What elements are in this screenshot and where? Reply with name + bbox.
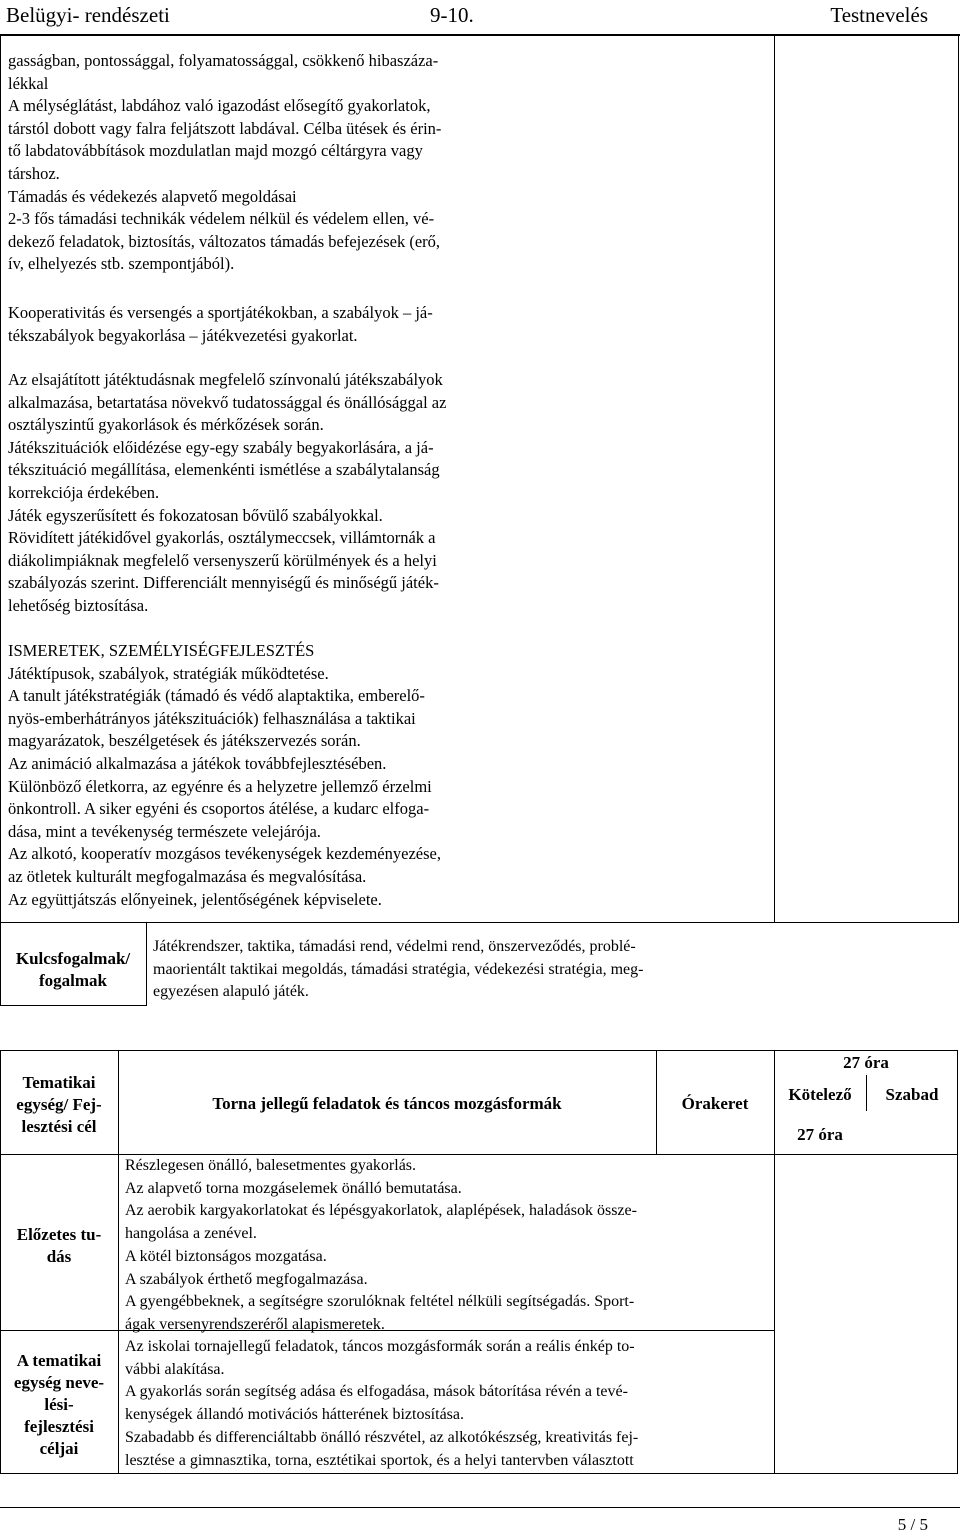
text-line: A gyengébbeknek, a segítségre szorulóknak feltétel nélküli segítségadás. Sport- — [125, 1293, 635, 1311]
goals-label — [0, 1350, 118, 1460]
kotelezo-hours: 27 óra — [797, 1125, 843, 1144]
label-line: lési- — [44, 1395, 74, 1414]
text-line: 2-3 fős támadási technikák védelem nélkül és védelem ellen, vé- — [8, 209, 435, 229]
text-line: Az alapvető torna mozgáselemek önálló bemutatása. — [125, 1179, 462, 1197]
label-line: A tematikai — [16, 1351, 102, 1370]
text-line: Támadás és védekezés alapvető megoldásai — [8, 186, 297, 206]
text-line: társhoz. — [8, 163, 60, 183]
unit-head-label — [0, 1072, 118, 1138]
text-line: Játéktípusok, szabályok, stratégiák működtetése. — [8, 663, 329, 683]
label-line: Tematikai — [22, 1073, 96, 1092]
text-line: ágak versenyrendszeréről alapismeretek. — [125, 1315, 385, 1333]
text-line: tékszituáció megállítása, elemenkénti ismétlése a szabálytalanság — [8, 460, 440, 480]
text-line: A tanult játékstratégiák (támadó és védő alaptaktika, emberelő- — [8, 686, 425, 706]
paragraph-technique — [8, 50, 441, 276]
text-line: Az animáció alkalmazása a játékok továbbfejlesztésében. — [8, 753, 387, 773]
text-line: A mélységlátást, labdához való igazodást elősegítő gyakorlatok, — [8, 96, 431, 116]
paragraph-knowledge — [8, 640, 441, 911]
paragraph-rules — [8, 369, 446, 618]
page-header — [0, 0, 960, 34]
text-line: Játékrendszer, taktika, támadási rend, védelmi rend, önszerveződés, problé- — [153, 938, 636, 955]
keywords-label-line: Kulcsfogalmak/ — [15, 949, 131, 968]
content-block — [8, 50, 441, 276]
keywords-label-line: fogalmak — [39, 971, 107, 990]
unit-table-col3 — [774, 1050, 775, 1474]
top-table-border-mid — [774, 36, 775, 922]
text-line: szabályozás szerint. Differenciált mennyiségű és minőségű játék- — [8, 573, 439, 593]
text-line: az ötletek kulturált megfogalmazása és megvalósítása. — [8, 866, 367, 886]
szabad-label: Szabad — [885, 1085, 939, 1104]
label-line: lesztési cél — [21, 1117, 97, 1136]
label-line: dás — [46, 1247, 72, 1266]
text-line: tékszabályok begyakorlása – játékvezetési gyakorlat. — [8, 325, 358, 345]
text-line: A szabályok érthető megfogalmazása. — [125, 1270, 368, 1288]
label-line: Előzetes tu- — [16, 1225, 102, 1244]
label-line: egység neve- — [13, 1373, 105, 1392]
text-line: dása, mint a tevékenység természete velejárója. — [8, 821, 321, 841]
header-right: Testnevelés — [830, 3, 928, 27]
prior-knowledge-text — [125, 1155, 637, 1337]
orakeret-label: Órakeret — [681, 1094, 749, 1113]
prior-knowledge-label — [0, 1224, 118, 1268]
header-left: Belügyi- rendészeti — [6, 3, 170, 27]
text-line: kenységek állandó motivációs hátterének biztosítása. — [125, 1406, 464, 1424]
page-number: 5 / 5 — [897, 1515, 928, 1534]
label-line: egység/ Fej- — [16, 1095, 102, 1114]
unit-table-right — [957, 1050, 958, 1474]
keywords-divider — [146, 922, 147, 1006]
header-rule — [0, 34, 960, 36]
unit-title: Torna jellegű feladatok és táncos mozgásformák — [212, 1094, 562, 1113]
text-line: nyös-emberhátrányos játékszituációk) felhasználása a taktikai — [8, 708, 416, 728]
text-line: Játék egyszerűsített és fokozatosan bővülő szabályokkal. — [8, 505, 383, 525]
text-line: egyezésen alapuló játék. — [153, 983, 309, 1001]
text-line: Az aerobik kargyakorlatokat és lépésgyakorlatok, alaplépések, haladások össze- — [125, 1202, 637, 1220]
text-line: önkontroll. A siker egyéni és csoportos átélése, a kudarc elfoga- — [8, 799, 430, 819]
top-table-border-right — [958, 36, 959, 922]
text-line: hangolása a zenével. — [125, 1225, 257, 1243]
text-line: lehetőség biztosítása. — [8, 595, 149, 615]
text-line: vábbi alakítása. — [125, 1360, 225, 1378]
footer-rule — [0, 1507, 960, 1508]
goals-text — [125, 1336, 638, 1472]
text-line: magyarázatok, beszélgetések és játékszervezés során. — [8, 731, 361, 751]
unit-table-top — [0, 1050, 958, 1051]
text-line: gasságban, pontossággal, folyamatossággal, csökkenő hibaszáza- — [8, 51, 439, 70]
text-line: Részlegesen önálló, balesetmentes gyakorlás. — [125, 1157, 417, 1174]
text-line: A kötél biztonságos mozgatása. — [125, 1247, 327, 1265]
text-line: alkalmazása, betartatása növekvő tudatossággal és önállósággal az — [8, 392, 447, 412]
text-line: társtól dobott vagy falra feljátszott labdával. Célba ütések és érin- — [8, 118, 442, 138]
total-hours: 27 óra — [843, 1053, 889, 1072]
text-line: dekező feladatok, biztosítás, változatos támadás befejezések (erő, — [8, 231, 441, 251]
text-line: lesztése a gimnasztika, torna, esztétikai sportok, és a helyi tantervben választott — [125, 1451, 634, 1469]
text-line: A gyakorlás során segítség adása és elfogadása, mások bátorítása révén a tevé- — [125, 1383, 628, 1401]
unit-table-bottom — [0, 1473, 958, 1474]
text-line: korrekciója érdekében. — [8, 482, 160, 502]
top-table-border-left — [0, 36, 1, 922]
keywords-label — [0, 948, 146, 992]
header-center: 9-10. — [430, 3, 474, 27]
text-line: tő labdatovábbítások mozdulatlan majd mozgó céltárgyra vagy — [8, 141, 423, 161]
label-line: fejlesztési — [24, 1417, 94, 1436]
text-line: Az alkotó, kooperatív mozgásos tevékenységek kezdeményezése, — [8, 844, 441, 864]
paragraph-cooperation — [8, 302, 433, 347]
keywords-text — [153, 936, 643, 1004]
text-line: diákolimpiáknak megfelelő versenyszerű körülmények és a helyi — [8, 550, 437, 570]
text-line: Játékszituációk előidézése egy-egy szabály begyakorlására, a já- — [8, 437, 434, 457]
text-line: osztályszintű gyakorlások és mérkőzések során. — [8, 415, 324, 435]
kotelezo-label: Kötelező — [788, 1085, 852, 1104]
section-heading: ISMERETEK, SZEMÉLYISÉGFEJLESZTÉS — [8, 641, 315, 660]
text-line: Különböző életkorra, az egyénre és a helyzetre jellemző érzelmi — [8, 776, 432, 796]
text-line: Kooperativitás és versengés a sportjátékokban, a szabályok – já- — [8, 303, 433, 322]
text-line: ív, elhelyezés stb. szempontjából). — [8, 254, 235, 274]
text-line: Az iskolai tornajellegű feladatok, táncos mozgásformák során a reális énkép to- — [125, 1338, 635, 1355]
text-line: Az elsajátított játéktudásnak megfelelő színvonalú játékszabályok — [8, 370, 443, 389]
top-table-border-bottom — [0, 922, 959, 923]
text-line: Szabadabb és differenciáltabb önálló részvétel, az alkotókészség, kreativitás fej- — [125, 1428, 639, 1446]
text-line: Az együttjátszás előnyeinek, jelentőségének képviselete. — [8, 889, 382, 909]
label-line: céljai — [39, 1439, 79, 1458]
keywords-border-bottom — [0, 1005, 147, 1006]
text-line: maorientált taktikai megoldás, támadási stratégia, védekezési stratégia, meg- — [153, 960, 644, 978]
text-line: lékkal — [8, 73, 49, 93]
text-line: Rövidített játékidővel gyakorlás, osztálymeccsek, villámtornák a — [8, 528, 436, 548]
